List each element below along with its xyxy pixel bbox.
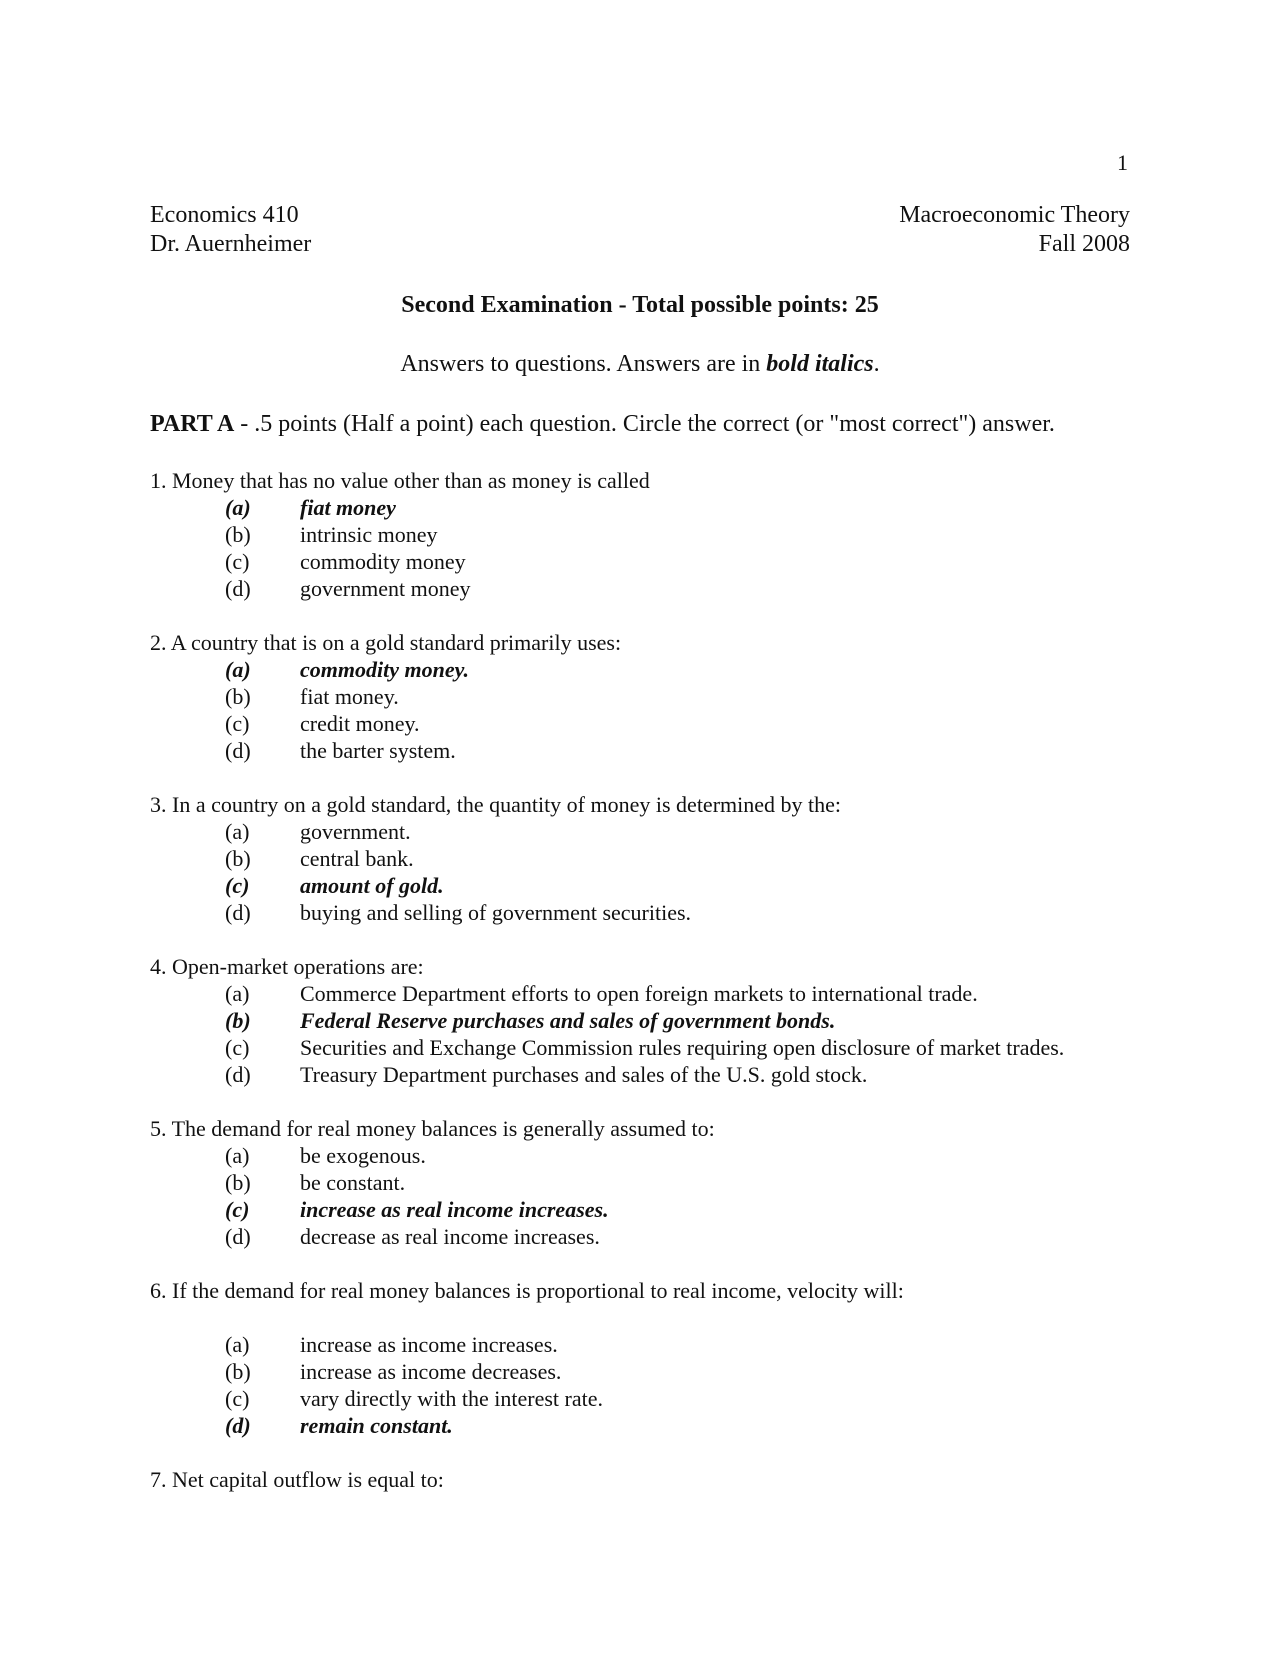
option-c — [150, 710, 1150, 737]
option-letter: (a) — [225, 657, 251, 682]
option-c — [150, 1034, 1150, 1061]
instructor-name: Dr. Auernheimer — [150, 231, 312, 257]
option-letter: (b) — [225, 1008, 251, 1033]
page-number: 1 — [1117, 150, 1128, 175]
question-7 — [150, 1466, 1150, 1493]
option-letter: (a) — [225, 1143, 250, 1168]
course-name: Economics 410 — [150, 202, 299, 228]
exam-title: Second Examination - Total possible points: 25 — [401, 292, 879, 318]
option-a — [150, 1331, 1150, 1358]
option-d — [150, 575, 1150, 602]
option-letter: (c) — [225, 711, 250, 736]
option-letter: (c) — [225, 1386, 250, 1411]
option-text: commodity money — [300, 549, 466, 574]
option-a — [150, 980, 1150, 1007]
option-b — [150, 845, 1150, 872]
option-letter: (d) — [225, 900, 251, 925]
exam-header — [150, 201, 1130, 259]
question-3 — [150, 791, 1150, 926]
subtitle-emphasis: bold italics — [766, 351, 874, 377]
exam-subtitle — [0, 351, 1280, 378]
question-text: 5. The demand for real money balances is generally assumed to: — [150, 1116, 715, 1141]
option-letter: (c) — [225, 1197, 250, 1222]
option-text: government money — [300, 576, 471, 601]
question-text: 4. Open-market operations are: — [150, 954, 424, 979]
option-letter: (a) — [225, 1332, 250, 1357]
option-text: intrinsic money — [300, 522, 438, 547]
option-text: Commerce Department efforts to open foreign markets to international trade. — [300, 981, 978, 1006]
part-a-label: PART A — [150, 411, 235, 437]
term: Fall 2008 — [1038, 231, 1130, 257]
option-letter: (c) — [225, 1035, 250, 1060]
option-a-correct — [150, 656, 1150, 683]
option-letter: (b) — [225, 522, 251, 547]
option-letter: (d) — [225, 1413, 251, 1438]
option-text: Securities and Exchange Commission rules requiring open disclosure of market trades. — [300, 1035, 1065, 1060]
option-text: Treasury Department purchases and sales of the U.S. gold stock. — [300, 1062, 868, 1087]
question-2 — [150, 629, 1150, 764]
header-row-1 — [150, 201, 1130, 230]
option-letter: (a) — [225, 495, 251, 520]
question-5 — [150, 1115, 1150, 1250]
option-letter: (d) — [225, 1062, 251, 1087]
option-b — [150, 521, 1150, 548]
option-d — [150, 1061, 1150, 1088]
option-text: increase as real income increases. — [300, 1197, 609, 1222]
subtitle-prefix: Answers to questions. Answers are in — [400, 351, 767, 377]
option-text: credit money. — [300, 711, 420, 736]
option-a-correct — [150, 494, 1150, 521]
option-text: vary directly with the interest rate. — [300, 1386, 603, 1411]
option-text: increase as income decreases. — [300, 1359, 562, 1384]
question-6 — [150, 1277, 1150, 1439]
option-text: decrease as real income increases. — [300, 1224, 600, 1249]
option-c — [150, 1385, 1150, 1412]
option-text: Federal Reserve purchases and sales of government bonds. — [300, 1008, 836, 1033]
option-a — [150, 818, 1150, 845]
option-text: amount of gold. — [300, 873, 444, 898]
question-text: 1. Money that has no value other than as money is called — [150, 468, 650, 493]
option-text: be exogenous. — [300, 1143, 426, 1168]
option-b-correct — [150, 1007, 1150, 1034]
option-text: remain constant. — [300, 1413, 453, 1438]
option-letter: (b) — [225, 846, 251, 871]
option-text: fiat money. — [300, 684, 399, 709]
option-letter: (a) — [225, 981, 250, 1006]
option-text: the barter system. — [300, 738, 456, 763]
question-1 — [150, 467, 1150, 602]
option-c-correct — [150, 872, 1150, 899]
option-d-correct — [150, 1412, 1150, 1439]
option-letter: (b) — [225, 1359, 251, 1384]
question-text: 2. A country that is on a gold standard primarily uses: — [150, 630, 622, 655]
option-d — [150, 1223, 1150, 1250]
option-a — [150, 1142, 1150, 1169]
option-text: increase as income increases. — [300, 1332, 558, 1357]
option-letter: (b) — [225, 1170, 251, 1195]
option-d — [150, 899, 1150, 926]
option-letter: (a) — [225, 819, 250, 844]
subtitle-suffix: . — [873, 351, 880, 377]
option-b — [150, 683, 1150, 710]
option-text: buying and selling of government securities. — [300, 900, 692, 925]
option-text: be constant. — [300, 1170, 406, 1195]
question-4 — [150, 953, 1150, 1088]
option-d — [150, 737, 1150, 764]
subject-name: Macroeconomic Theory — [899, 202, 1130, 228]
part-a-heading — [150, 411, 1055, 438]
header-row-2 — [150, 230, 1130, 259]
option-letter: (c) — [225, 549, 250, 574]
option-letter: (c) — [225, 873, 250, 898]
question-text: 6. If the demand for real money balances is proportional to real income, velocity will: — [150, 1278, 904, 1303]
question-text: 7. Net capital outflow is equal to: — [150, 1467, 444, 1492]
option-letter: (d) — [225, 576, 251, 601]
option-letter: (b) — [225, 684, 251, 709]
option-letter: (d) — [225, 738, 251, 763]
option-text: commodity money. — [300, 657, 470, 682]
option-letter: (d) — [225, 1224, 251, 1249]
option-text: central bank. — [300, 846, 414, 871]
option-c-correct — [150, 1196, 1150, 1223]
option-text: fiat money — [300, 495, 396, 520]
option-text: government. — [300, 819, 411, 844]
option-b — [150, 1358, 1150, 1385]
question-list — [150, 467, 1150, 1520]
part-a-instructions: - .5 points (Half a point) each question. Circle the correct (or "most correct") answer. — [234, 411, 1055, 437]
option-c — [150, 548, 1150, 575]
option-b — [150, 1169, 1150, 1196]
question-text: 3. In a country on a gold standard, the quantity of money is determined by the: — [150, 792, 842, 817]
